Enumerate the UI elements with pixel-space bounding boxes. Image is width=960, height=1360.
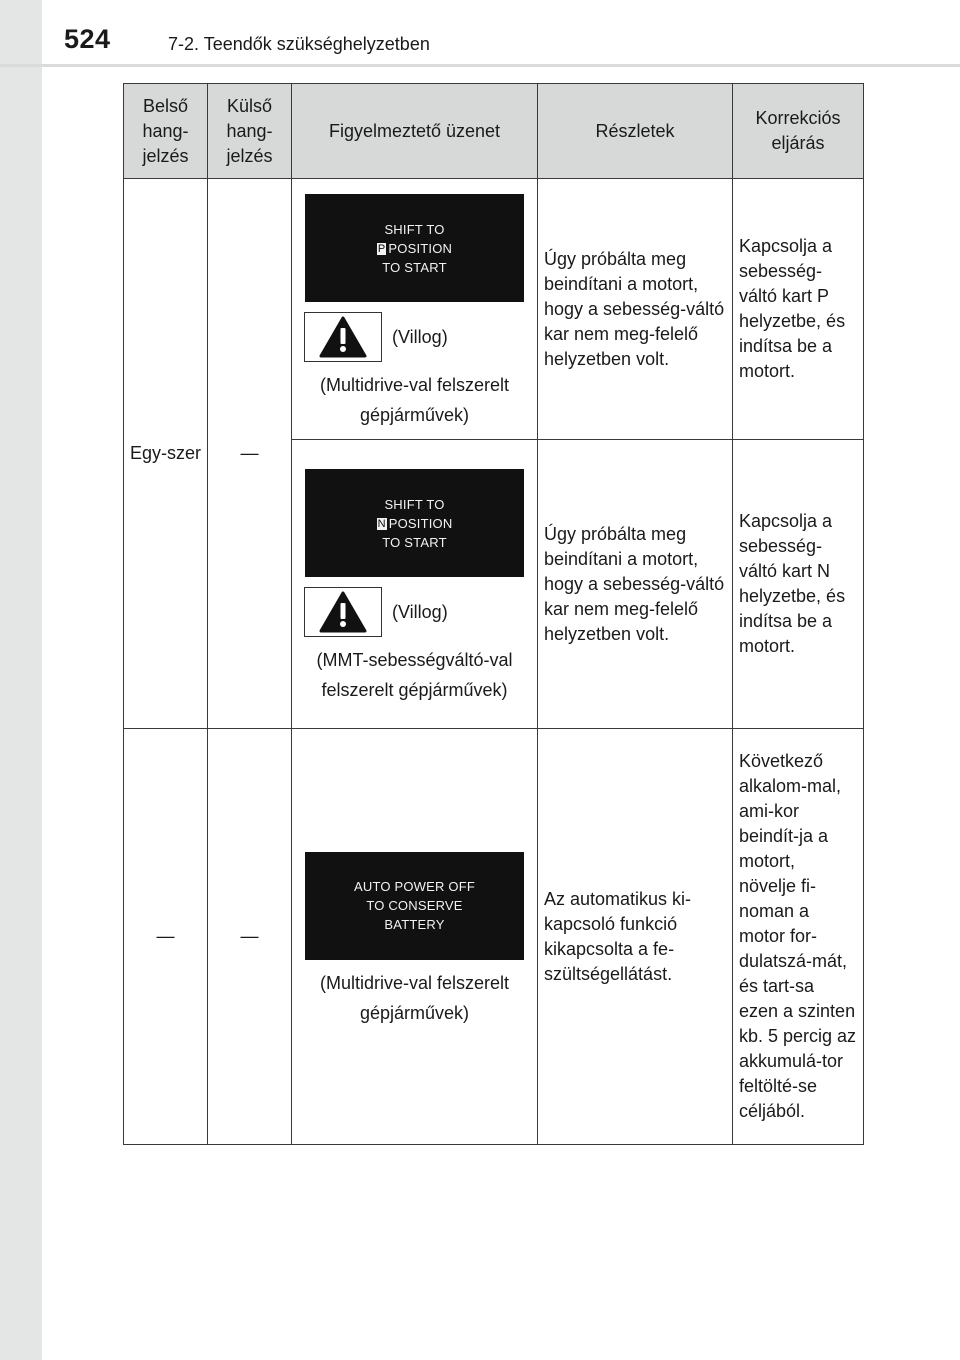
screen-line	[377, 514, 453, 533]
display-screen-shift-p	[305, 194, 524, 302]
header-internal-buzzer: Belső hang-jelzés	[124, 84, 208, 179]
screen-line: TO START	[382, 259, 447, 275]
vehicle-caption: (MMT-sebességváltó-val felszerelt gépjárművek)	[316, 650, 513, 700]
correction-cell: Kapcsolja a sebesség-váltó kart N helyzetbe, és indítsa be a motort.	[733, 440, 864, 729]
external-buzzer-value: —	[240, 926, 259, 946]
header-external-buzzer: Külső hang-jelzés	[208, 84, 292, 179]
correction-cell: Kapcsolja a sebesség-váltó kart P helyzetbe, és indítsa be a motort.	[733, 179, 864, 440]
warning-triangle-icon	[304, 312, 382, 362]
gear-indicator: N	[377, 518, 386, 531]
screen-line: BATTERY	[384, 917, 445, 932]
vehicle-caption: (Multidrive-val felszerelt gépjárművek)	[319, 972, 510, 1023]
section-title: 7-2. Teendők szükséghelyzetben	[168, 34, 430, 54]
header-warning-message: Figyelmeztető üzenet	[292, 84, 538, 179]
screen-line: AUTO POWER OFF	[353, 879, 475, 894]
screen-line: TO START	[382, 534, 447, 550]
warning-message-table	[123, 83, 864, 1145]
details-cell: Az automatikus ki-kapcsoló funkció kikapcsolta a fe-szültségellátást.	[538, 729, 733, 1145]
page-number: 524	[64, 24, 111, 54]
screen-line	[377, 239, 452, 258]
side-margin-strip	[0, 0, 42, 1360]
table-row	[124, 179, 864, 440]
internal-buzzer-cell: Egy-szer	[124, 179, 208, 729]
warning-triangle-icon	[304, 587, 382, 637]
gear-indicator: P	[377, 243, 386, 256]
table-header-row	[124, 84, 864, 179]
correction-cell: Következő alkalom-mal, ami-kor beindít-ja a motort, növelje fi-noman a motor for-dulatszá-mát, és tart-sa ezen a szinten kb. 5 percig az akkumulá-tor feltölté-se céljából.	[733, 729, 864, 1145]
header-divider	[0, 64, 960, 67]
internal-buzzer-cell	[124, 729, 208, 1145]
header-correction: Korrekciós eljárás	[733, 84, 864, 179]
display-screen-shift-n	[305, 469, 524, 577]
screen-line-text: POSITION	[388, 240, 453, 256]
screen-line: SHIFT TO	[384, 496, 445, 512]
details-cell: Úgy próbálta meg beindítani a motort, hogy a sebesség-váltó kar nem meg-felelő helyzetben volt.	[538, 179, 733, 440]
display-screen-auto-power-off	[305, 852, 524, 960]
warning-message-cell	[292, 179, 538, 440]
vehicle-caption: (Multidrive-val felszerelt gépjárművek)	[319, 375, 510, 425]
blink-label: (Villog)	[392, 601, 448, 622]
external-buzzer-value: —	[240, 443, 259, 463]
screen-line: TO CONSERVE	[366, 898, 463, 913]
warning-message-cell	[292, 440, 538, 729]
details-cell: Úgy próbálta meg beindítani a motort, hogy a sebesség-váltó kar nem meg-felelő helyzetben volt.	[538, 440, 733, 729]
table-row	[124, 729, 864, 1145]
warning-message-cell	[292, 729, 538, 1145]
internal-buzzer-value: —	[156, 926, 175, 946]
warning-light-row	[304, 587, 531, 637]
screen-line: SHIFT TO	[384, 221, 445, 237]
external-buzzer-cell	[208, 729, 292, 1145]
header-details: Részletek	[538, 84, 733, 179]
blink-label: (Villog)	[392, 326, 448, 347]
warning-light-row	[304, 312, 531, 362]
screen-line-text: POSITION	[388, 515, 453, 531]
external-buzzer-cell	[208, 179, 292, 729]
